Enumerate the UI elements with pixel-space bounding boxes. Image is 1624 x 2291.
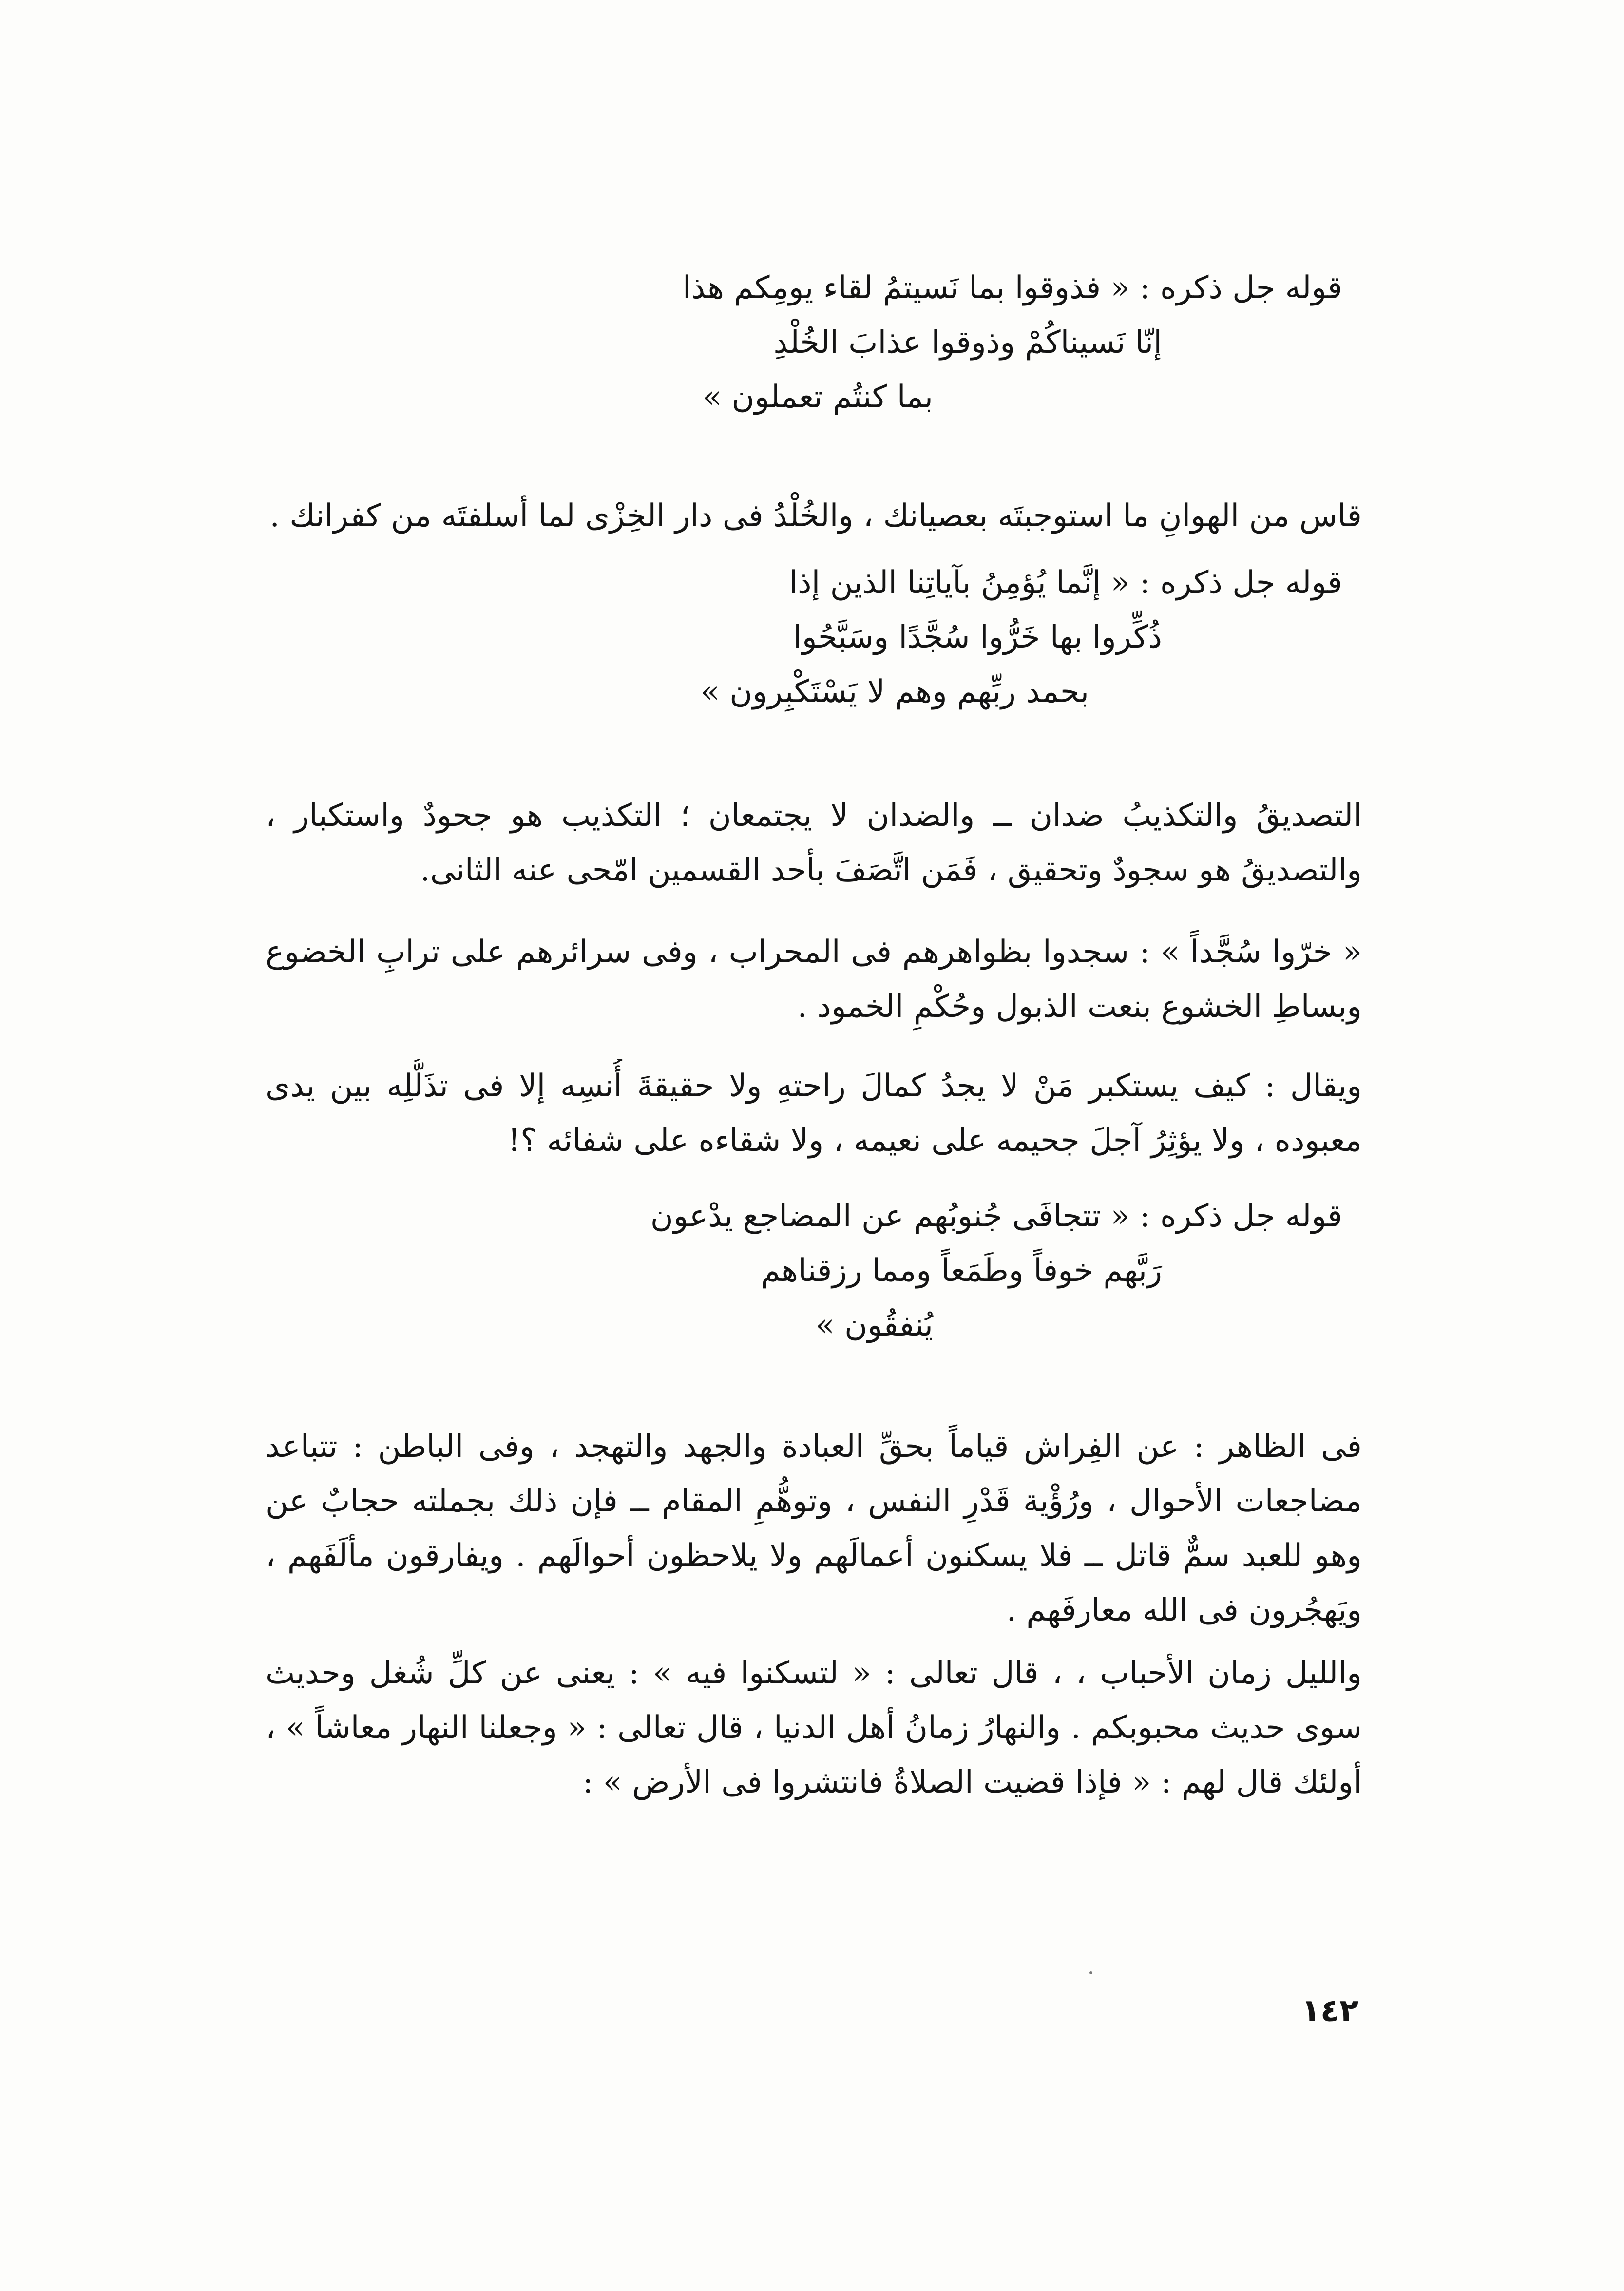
- verse-line: رَبَّهم خوفاً وطَمَعاً ومما رزقناهم: [761, 1253, 1162, 1289]
- verse-line: يُنفقُون »: [815, 1307, 933, 1343]
- paragraph-line: والتصديقُ هو سجودٌ وتحقيق ، فَمَن اتَّصَفَ بأحد القسمين امّحى عنه الثانى.: [420, 852, 1362, 888]
- verse-block-2: [266, 555, 1362, 719]
- verse-line: إنّا نَسيناكُمْ وذوقوا عذابَ الخُلْدِ: [773, 325, 1162, 361]
- paragraph-line: سوى حديث محبوبكم . والنهارُ زمانُ أهل الدنيا ، قال تعالى : « وجعلنا النهار معاشاً » ،: [266, 1710, 1362, 1746]
- paragraph-line: معبوده ، ولا يؤثِرُ آجلَ جحيمه على نعيمه ، ولا شقاءه على شفائه ؟!: [508, 1123, 1362, 1159]
- paragraph-line: وبساطِ الخشوع بنعت الذبول وحُكْمِ الخمود .: [797, 989, 1362, 1025]
- verse-line: قوله جل ذكره : « إنَّما يُؤمِنُ بآياتِنا الذين إذا: [789, 565, 1342, 601]
- commentary-paragraph-4: [266, 1059, 1362, 1168]
- verse-line: ذُكِّروا بها خَرُّوا سُجَّدًا وسَبَّحُوا: [793, 619, 1162, 655]
- verse-line: قوله جل ذكره : « تتجافَى جُنوبُهم عن المضاجع يدْعون: [650, 1198, 1342, 1234]
- commentary-paragraph-6: [266, 1646, 1362, 1810]
- verse-block-1: [266, 261, 1362, 424]
- commentary-paragraph-2: [266, 788, 1362, 897]
- scan-speck: [1089, 1971, 1092, 1974]
- page-number: ١٤٢: [1301, 1993, 1358, 2029]
- verse-line: بحمد ربِّهم وهم لا يَسْتَكْبِرون »: [700, 674, 1089, 710]
- paragraph-line: ويقال : كيف يستكبر مَنْ لا يجدُ كمالَ راحتهِ ولا حقيقةَ أُنسِه إلا فى تذَلُّلِه بين يدى: [266, 1068, 1362, 1104]
- commentary-paragraph-1: [266, 489, 1362, 543]
- paragraph-line: التصديقُ والتكذيبُ ضدان ــ والضدان لا يجتمعان ؛ التكذيب هو جحودٌ واستكبار ،: [266, 798, 1362, 834]
- verse-block-3: [266, 1189, 1362, 1353]
- commentary-paragraph-3: [266, 925, 1362, 1034]
- paragraph-line: والليل زمان الأحباب ، ، قال تعالى : « لتسكنوا فيه » : يعنى عن كلِّ شُغل وحديث: [266, 1655, 1362, 1691]
- paragraph-line: فى الظاهر : عن الفِراش قياماً بحقِّ العبادة والجهد والتهجد ، وفى الباطن : تتباعد: [266, 1429, 1362, 1465]
- paragraph-line: وهو للعبد سمٌّ قاتل ــ فلا يسكنون أعمالَهم ولا يلاحظون أحوالَهم . ويفارقون مألَفَهم ،: [266, 1538, 1362, 1574]
- paragraph-line: « خرّوا سُجَّداً » : سجدوا بظواهرهم فى المحراب ، وفى سرائرهم على ترابِ الخضوع: [266, 934, 1362, 970]
- verse-line: بما كنتُم تعملون »: [702, 379, 933, 415]
- paragraph-line: أولئك قال لهم : « فإذا قضيت الصلاةُ فانتشروا فى الأرض » :: [582, 1764, 1362, 1800]
- commentary-paragraph-5: [266, 1419, 1362, 1638]
- paragraph-line: مضاجعات الأحوال ، ورُؤْية قَدْرِ النفس ، وتوهُّمِ المقام ــ فإن ذلك بجملته حجابٌ عن: [266, 1483, 1362, 1519]
- verse-line: قوله جل ذكره : « فذوقوا بما نَسيتمُ لقاء يومِكم هذا: [682, 270, 1342, 306]
- paragraph-line: ويَهجُرون فى الله معارفَهم .: [1006, 1592, 1362, 1628]
- paragraph-line: قاس من الهوانِ ما استوجبتَه بعصيانك ، والخُلْدُ فى دار الخِزْى لما أسلفتَه من كفرانك .: [269, 498, 1362, 534]
